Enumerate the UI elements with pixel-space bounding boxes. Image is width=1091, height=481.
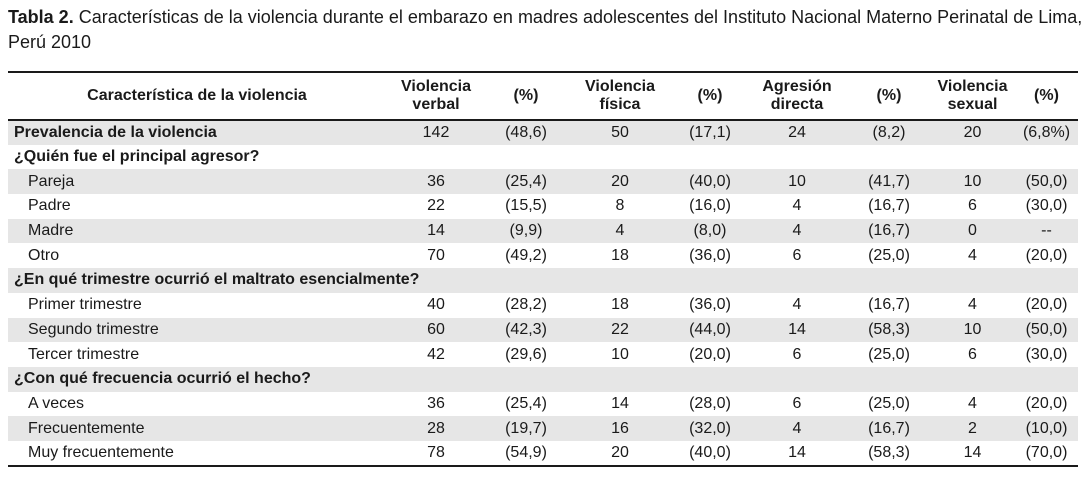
table-cell: 6 xyxy=(792,246,802,264)
row-label: Tercer trimestre xyxy=(28,345,140,363)
table-cell: 14 xyxy=(746,318,848,343)
table-cell: (25,0) xyxy=(868,394,910,412)
table-cell: (16,0) xyxy=(689,197,731,215)
header-direct-pct: (%) xyxy=(848,72,930,120)
table-cell: 28 xyxy=(386,416,486,441)
table-cell: 4 xyxy=(968,296,977,314)
table-cell: (25,0) xyxy=(868,246,910,264)
row-label: Prevalencia de la violencia xyxy=(8,120,386,145)
table-row xyxy=(8,392,1078,417)
section-heading: ¿En qué trimestre ocurrió el maltrato esencialmente? xyxy=(8,268,1078,293)
table-cell: (16,7) xyxy=(848,219,930,244)
table-row xyxy=(8,318,1078,343)
table-cell: (54,9) xyxy=(486,441,566,466)
table-cell: (29,6) xyxy=(505,345,547,363)
row-label: Primer trimestre xyxy=(28,296,142,314)
header-sexual: Violencia sexual xyxy=(930,72,1015,120)
table-cell: 4 xyxy=(968,394,977,412)
row-label: Madre xyxy=(8,219,386,244)
table-cell: 4 xyxy=(792,197,802,215)
table-cell: 36 xyxy=(386,169,486,194)
table-cell: 22 xyxy=(566,318,674,343)
table-row xyxy=(8,293,1078,318)
table-cell: (44,0) xyxy=(674,318,746,343)
table-cell: 42 xyxy=(427,345,445,363)
table-cell: (16,7) xyxy=(868,296,910,314)
table-row xyxy=(8,243,1078,268)
table-cell: (19,7) xyxy=(486,416,566,441)
table-cell: (32,0) xyxy=(674,416,746,441)
table-row xyxy=(8,194,1078,219)
caption-text: Características de la violencia durante el embarazo en madres adolescentes del Instituto Nacional Materno Perinatal de Lima, Perú 2010 xyxy=(8,7,1083,52)
table-cell: 18 xyxy=(611,246,629,264)
table-cell: 36 xyxy=(427,394,445,412)
table-cell: (20,0) xyxy=(689,345,731,363)
header-verbal: Violencia verbal xyxy=(386,72,486,120)
table-cell: (25,4) xyxy=(486,169,566,194)
table-cell: 4 xyxy=(968,246,977,264)
table-row xyxy=(8,342,1078,367)
table-cell: (16,7) xyxy=(868,197,910,215)
table-cell: (41,7) xyxy=(848,169,930,194)
table-cell: 6 xyxy=(792,394,802,412)
table-row xyxy=(8,441,1078,466)
table-cell: (28,2) xyxy=(505,296,547,314)
header-characteristic: Característica de la violencia xyxy=(8,72,386,120)
table-cell: (20,0) xyxy=(1025,296,1068,314)
table-row xyxy=(8,120,1078,145)
section-row xyxy=(8,268,1078,293)
header-physical-pct: (%) xyxy=(674,72,746,120)
table-cell: (25,0) xyxy=(868,345,910,363)
section-row xyxy=(8,367,1078,392)
row-label: Muy frecuentemente xyxy=(8,441,386,466)
table-cell: (70,0) xyxy=(1015,441,1078,466)
header-sexual-pct: (%) xyxy=(1015,72,1078,120)
table-cell: 4 xyxy=(792,296,802,314)
table-cell: 20 xyxy=(566,169,674,194)
table-cell: 24 xyxy=(746,120,848,145)
table-cell: (49,2) xyxy=(505,246,547,264)
table-row xyxy=(8,219,1078,244)
row-label: Segundo trimestre xyxy=(8,318,386,343)
table-cell: 14 xyxy=(746,441,848,466)
table-cell: 78 xyxy=(386,441,486,466)
table-cell: 22 xyxy=(427,197,445,215)
table-cell: 18 xyxy=(611,296,629,314)
section-heading: ¿Con qué frecuencia ocurrió el hecho? xyxy=(8,367,1078,392)
table-cell: (36,0) xyxy=(689,246,731,264)
table-cell: (40,0) xyxy=(674,169,746,194)
table-cell: (17,1) xyxy=(674,120,746,145)
table-cell: 70 xyxy=(427,246,445,264)
table-cell: 6 xyxy=(968,197,977,215)
table-cell: (15,5) xyxy=(505,197,547,215)
table-cell: (50,0) xyxy=(1015,318,1078,343)
table-cell: (8,0) xyxy=(674,219,746,244)
table-cell: 14 xyxy=(386,219,486,244)
table-cell: (8,2) xyxy=(848,120,930,145)
table-cell: 8 xyxy=(615,197,625,215)
row-label: Padre xyxy=(28,197,71,215)
table-row xyxy=(8,416,1078,441)
table-cell: 10 xyxy=(611,345,629,363)
table-cell: 10 xyxy=(930,169,1015,194)
header-physical: Violencia física xyxy=(566,72,674,120)
table-cell: (42,3) xyxy=(486,318,566,343)
table-cell: 60 xyxy=(386,318,486,343)
table-cell: (30,0) xyxy=(1025,197,1068,215)
table-cell: 40 xyxy=(427,296,445,314)
table-cell: (58,3) xyxy=(848,318,930,343)
table-cell: (20,0) xyxy=(1025,394,1068,412)
row-label: Frecuentemente xyxy=(8,416,386,441)
table-cell: 4 xyxy=(746,416,848,441)
table-cell: 6 xyxy=(968,345,977,363)
table-cell: (10,0) xyxy=(1015,416,1078,441)
row-label: Otro xyxy=(28,246,60,264)
table-cell: (50,0) xyxy=(1015,169,1078,194)
table-cell: (30,0) xyxy=(1025,345,1068,363)
table-cell: (36,0) xyxy=(689,296,731,314)
table-cell: 0 xyxy=(930,219,1015,244)
row-label: A veces xyxy=(28,394,85,412)
table-cell: (58,3) xyxy=(848,441,930,466)
table-header-row xyxy=(8,72,1078,120)
table-cell: (48,6) xyxy=(486,120,566,145)
table-cell: (20,0) xyxy=(1025,246,1068,264)
table-cell: (6,8%) xyxy=(1015,120,1078,145)
header-direct: Agresión directa xyxy=(746,72,848,120)
table-body xyxy=(8,120,1078,466)
table-cell: 2 xyxy=(930,416,1015,441)
table-cell: 4 xyxy=(746,219,848,244)
table-cell: (28,0) xyxy=(689,394,731,412)
header-verbal-pct: (%) xyxy=(486,72,566,120)
table-cell: (25,4) xyxy=(505,394,547,412)
table-cell: 20 xyxy=(566,441,674,466)
table-cell: 20 xyxy=(930,120,1015,145)
row-label: Pareja xyxy=(8,169,386,194)
table-cell: 50 xyxy=(566,120,674,145)
table-row xyxy=(8,169,1078,194)
table-cell: -- xyxy=(1015,219,1078,244)
table-cell: 10 xyxy=(930,318,1015,343)
caption-label: Tabla 2. xyxy=(8,7,74,27)
section-row xyxy=(8,145,1078,170)
table-cell: 6 xyxy=(792,345,802,363)
table-cell: 14 xyxy=(611,394,629,412)
table-cell: 16 xyxy=(566,416,674,441)
section-heading: ¿Quién fue el principal agresor? xyxy=(14,148,260,166)
table-cell: 14 xyxy=(930,441,1015,466)
table-cell: (16,7) xyxy=(848,416,930,441)
table-cell: 142 xyxy=(386,120,486,145)
table-cell: 10 xyxy=(746,169,848,194)
table-cell: 4 xyxy=(566,219,674,244)
table-caption xyxy=(8,5,1086,55)
table-cell: (40,0) xyxy=(674,441,746,466)
violence-table xyxy=(8,71,1078,467)
table-cell: (9,9) xyxy=(486,219,566,244)
